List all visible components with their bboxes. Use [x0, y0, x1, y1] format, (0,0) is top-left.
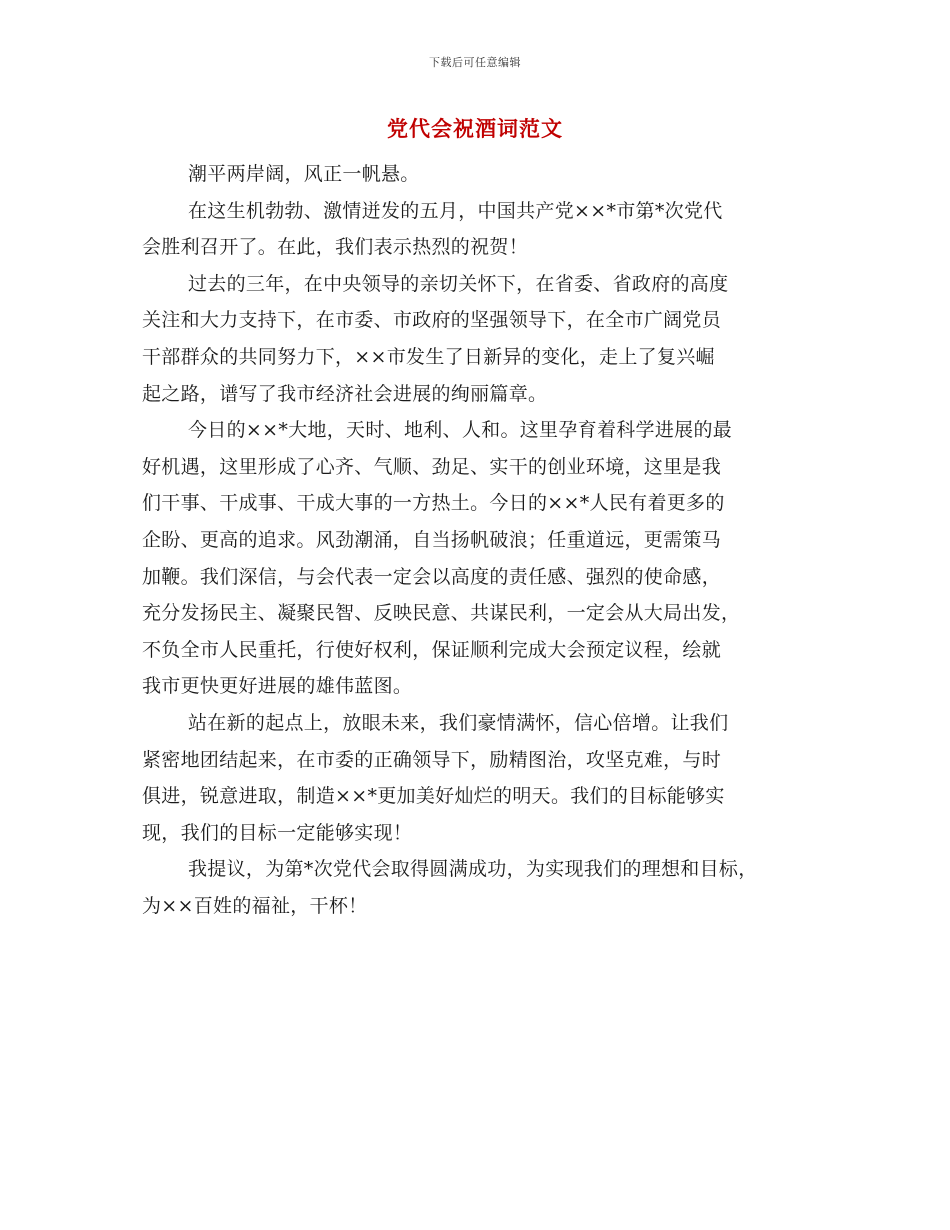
- document-body: [142, 156, 810, 924]
- text-line: 今日的××*大地，天时、地利、人和。这里孕育着科学进展的最: [188, 419, 733, 442]
- text-line: 好机遇，这里形成了心齐、气顺、劲足、实干的创业环境，这里是我: [142, 455, 722, 478]
- text-line: 潮平两岸阔，风正一帆悬。: [188, 163, 420, 185]
- paragraph: [142, 193, 810, 266]
- text-line: 现，我们的目标一定能够实现！: [142, 821, 413, 844]
- text-line: 关注和大力支持下，在市委、市政府的坚强领导下，在全市广阔党员: [142, 309, 722, 332]
- text-line: 我提议，为第*次党代会取得圆满成功，为实现我们的理想和目标，: [188, 858, 758, 881]
- text-line: 我市更快更好进展的雄伟蓝图。: [142, 675, 413, 698]
- text-line: 充分发扬民主、凝聚民智、反映民意、共谋民利，一定会从大局出发，: [142, 602, 741, 625]
- text-line: 俱进，锐意进取，制造××*更加美好灿烂的明天。我们的目标能够实: [142, 785, 725, 808]
- document-title: 党代会祝酒词范文: [387, 116, 563, 141]
- paragraph-lines: [142, 412, 810, 705]
- paragraph-lines: [142, 705, 810, 851]
- paragraph: [142, 705, 810, 851]
- paragraph-lines: [142, 851, 810, 924]
- paragraph-lines: [142, 156, 810, 193]
- text-line: 为××百姓的福祉，干杯！: [142, 894, 368, 917]
- paragraph: [142, 156, 810, 193]
- text-line: 在这生机勃勃、激情迸发的五月，中国共产党××*市第*次党代: [188, 199, 723, 222]
- text-line: 企盼、更高的追求。风劲潮涌，自当扬帆破浪；任重道远，更需策马: [142, 528, 722, 551]
- paragraph: [142, 412, 810, 705]
- page-header: 下载后可任意编辑: [429, 56, 521, 69]
- text-line: 们干事、干成事、干成大事的一方热土。今日的××*人民有着更多的: [142, 492, 725, 515]
- paragraph: [142, 266, 810, 412]
- text-line: 站在新的起点上，放眼未来，我们豪情满怀，信心倍增。让我们: [188, 711, 729, 734]
- text-line: 干部群众的共同努力下，××市发生了日新异的变化，走上了复兴崛: [142, 345, 715, 368]
- paragraph-lines: [142, 266, 810, 412]
- text-line: 不负全市人民重托，行使好权利，保证顺利完成大会预定议程，绘就: [142, 638, 722, 661]
- text-line: 起之路，谱写了我市经济社会进展的绚丽篇章。: [142, 382, 548, 405]
- text-line: 紧密地团结起来，在市委的正确领导下，励精图治，攻坚克难，与时: [142, 748, 722, 771]
- paragraph: [142, 851, 810, 924]
- text-line: 过去的三年，在中央领导的亲切关怀下，在省委、省政府的高度: [188, 272, 729, 295]
- paragraph-lines: [142, 193, 810, 266]
- text-line: 会胜利召开了。在此，我们表示热烈的祝贺！: [142, 236, 529, 259]
- text-line: 加鞭。我们深信，与会代表一定会以高度的责任感、强烈的使命感，: [142, 565, 722, 588]
